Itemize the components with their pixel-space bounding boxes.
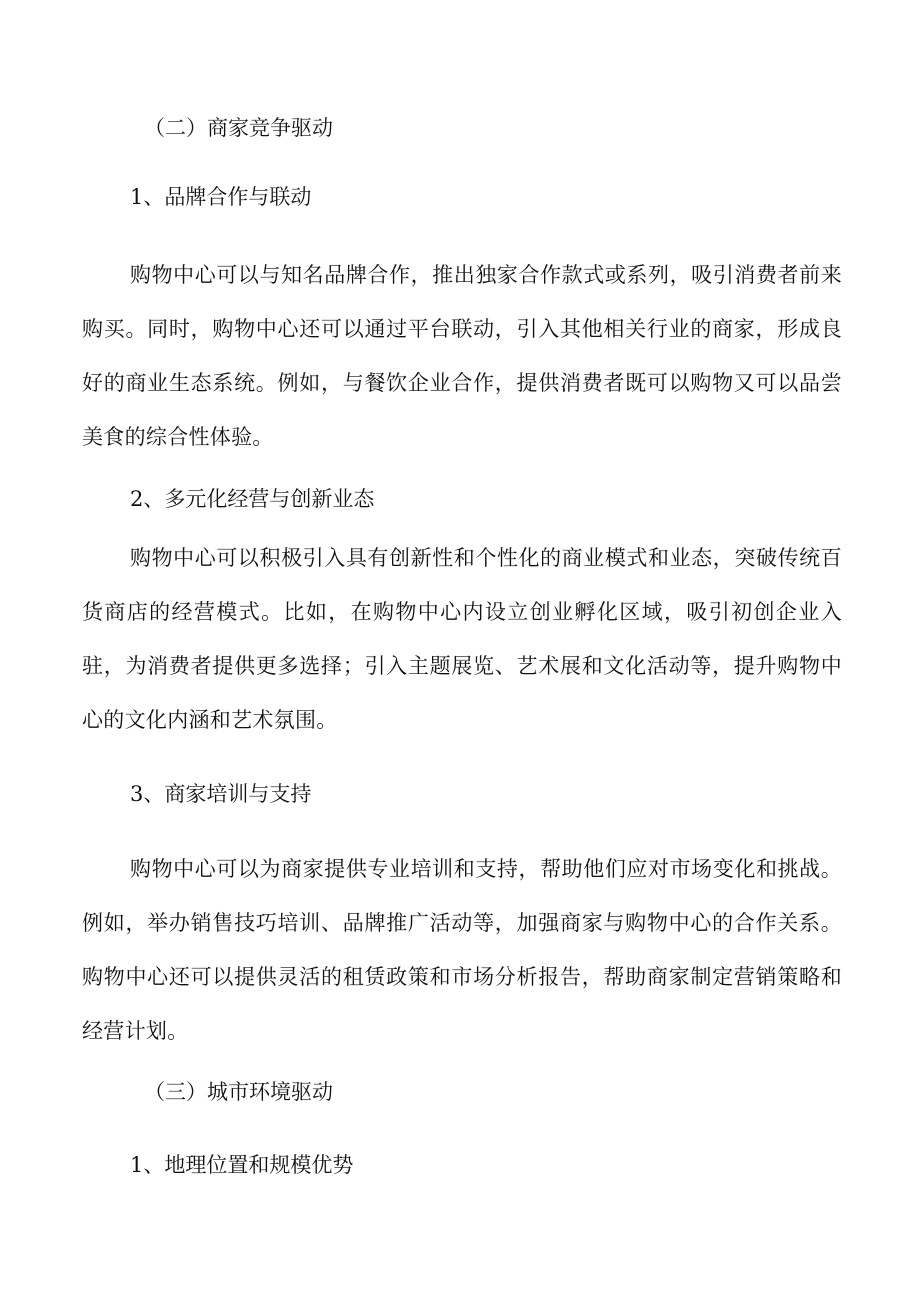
paragraph-diversified-operation: 购物中心可以积极引入具有创新性和个性化的商业模式和业态，突破传统百货商店的经营模式。比如，在购物中心内设立创业孵化区域，吸引初创企业入驻，为消费者提供更多选择；引入主题展览、艺术展和文化活动等，提升购物中心的文化内涵和艺术氛围。 bbox=[82, 546, 842, 732]
subheading-brand-cooperation: 1、品牌合作与联动 bbox=[130, 185, 312, 209]
paragraph-brand-cooperation: 购物中心可以与知名品牌合作，推出独家合作款式或系列，吸引消费者前来购买。同时，购物中心还可以通过平台联动，引入其他相关行业的商家，形成良好的商业生态系统。例如，与餐饮企业合作，提供消费者既可以购物又可以品尝美食的综合性体验。 bbox=[82, 263, 842, 449]
section-heading-urban-environment: （三）城市环境驱动 bbox=[144, 1080, 333, 1104]
subheading-merchant-training: 3、商家培训与支持 bbox=[130, 782, 312, 806]
subheading-diversified-operation: 2、多元化经营与创新业态 bbox=[130, 487, 375, 511]
subheading-location-scale: 1、地理位置和规模优势 bbox=[130, 1153, 354, 1177]
section-heading-merchant-competition: （二）商家竞争驱动 bbox=[144, 116, 333, 140]
paragraph-merchant-training: 购物中心可以为商家提供专业培训和支持，帮助他们应对市场变化和挑战。例如，举办销售技巧培训、品牌推广活动等，加强商家与购物中心的合作关系。购物中心还可以提供灵活的租赁政策和市场分析报告，帮助商家制定营销策略和经营计划。 bbox=[82, 857, 842, 1043]
